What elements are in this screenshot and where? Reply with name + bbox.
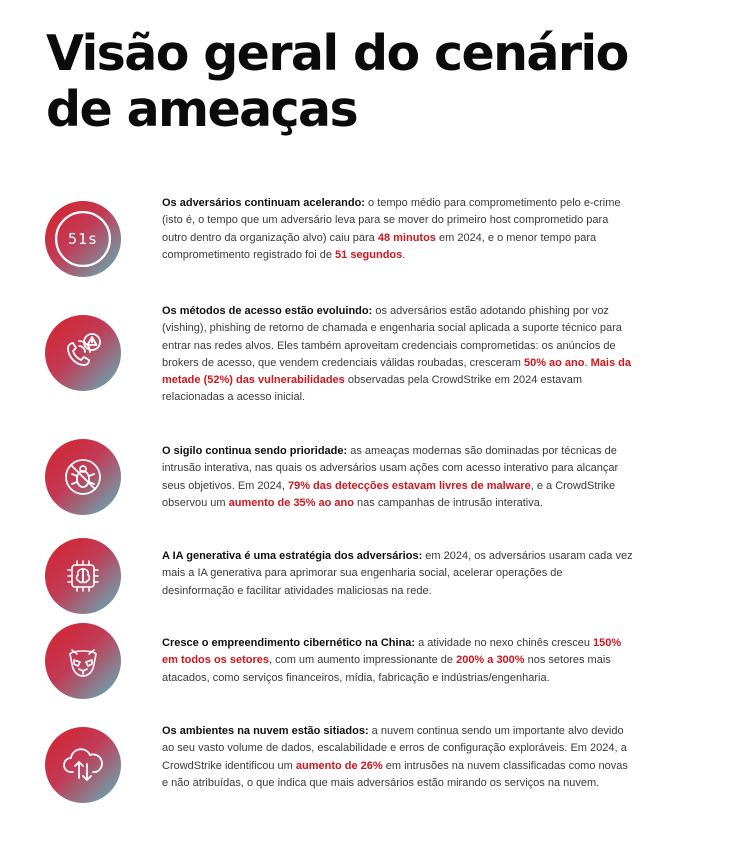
threat-body: as ameaças modernas são dominadas por técnicas de intrusão interativa, nas quais os adversários usam ações com acesso interativo para alcançar seus objetivos. Em 2024, xyxy=(162,445,619,492)
threat-body: observadas pela CrowdStrike em 2024 estavam relacionadas a acesso inicial. xyxy=(162,374,583,404)
threat-lead: Os ambientes na nuvem estão sitiados: xyxy=(162,725,369,737)
threat-body: em intrusões na nuvem classificadas como novas e não atribuídas, o que indica que mais adversários estão mirando os serviços na nuvem. xyxy=(162,759,628,789)
threat-body: a nuvem continua sendo um importante alvo devido ao seu vasto volume de dados, escalabilidade e erros de configuração exploráveis. Em 2024, a CrowdStrike identificou um xyxy=(162,725,627,772)
threat-body: os adversários estão adotando phishing por voz (vishing), phishing de retorno de chamada e engenharia social aplicada a suporte técnico para entrar nas redes alvos. Eles também aproveitam credenciais comprometidas: os anúncios de brokers de acesso, que vendem credenciais válidas roubadas, cresceram xyxy=(162,305,622,369)
threat-text-genai xyxy=(162,548,636,600)
stopwatch-label: 51s xyxy=(67,230,99,248)
threat-text-access xyxy=(162,303,636,407)
threat-highlight: aumento de 26% xyxy=(295,759,383,772)
threat-body: , e a CrowdStrike observou um xyxy=(162,479,616,509)
threat-body: nos setores mais atacados, como serviços financeiros, mídia, fabricação e indústrias/engenharia. xyxy=(162,654,611,684)
threat-body: nas campanhas de intrusão interativa. xyxy=(353,496,543,509)
ai-brain-chip-icon xyxy=(45,538,121,614)
threat-text-stealth xyxy=(162,443,636,512)
threat-body: em 2024, e o menor tempo para comprometimento registrado foi de xyxy=(162,231,597,261)
stopwatch-51s-icon xyxy=(45,201,121,277)
page-title-line-1: Visão geral do cenário xyxy=(46,25,628,82)
page-title xyxy=(46,26,706,138)
threat-text-china xyxy=(162,635,636,687)
threat-highlight: 51 segundos xyxy=(335,248,403,261)
cloud-transfer-icon xyxy=(45,727,121,803)
threat-highlight: 79% das detecções estavam livres de malware xyxy=(287,479,531,492)
threat-lead: O sigilo continua sendo prioridade: xyxy=(162,445,348,457)
threat-lead: Os métodos de acesso estão evoluindo: xyxy=(162,305,373,317)
threat-highlight: 150% em todos os setores xyxy=(162,637,622,667)
threat-body: em 2024, os adversários usaram cada vez mais a IA generativa para aprimorar sua engenharia social, acelerar operações de desinformação e facilitar atividades maliciosas na rede. xyxy=(162,550,633,597)
panda-adversary-icon xyxy=(45,623,121,699)
threat-lead: A IA generativa é uma estratégia dos adversários: xyxy=(162,550,423,562)
threat-lead: Cresce o empreendimento cibernético na China: xyxy=(162,637,416,649)
threat-highlight: 200% a 300% xyxy=(456,654,525,667)
threat-body: . xyxy=(584,356,591,369)
no-bug-icon xyxy=(45,439,121,515)
threat-highlight: Mais da metade (52%) das vulnerabilidades xyxy=(162,356,631,387)
threat-body: o tempo médio para comprometimento pelo e-crime (isto é, o tempo que um adversário leva para se mover do primeiro host comprometido para outro dentro da organização alvo) caiu para xyxy=(162,197,621,244)
threat-body: . xyxy=(402,248,406,261)
threat-text-cloud xyxy=(162,723,636,792)
threat-lead: Os adversários continuam acelerando: xyxy=(162,197,365,209)
threat-highlight: 50% ao ano xyxy=(523,356,585,369)
threat-body: , com um aumento impressionante de xyxy=(268,654,457,667)
threat-highlight: aumento de 35% ao ano xyxy=(228,496,354,509)
phone-warning-icon xyxy=(45,315,121,391)
threat-text-speed xyxy=(162,195,636,264)
threat-highlight: 48 minutos xyxy=(377,231,436,244)
page-title-line-2: de ameaças xyxy=(46,81,358,138)
threat-body: a atividade no nexo chinês cresceu xyxy=(415,637,594,649)
